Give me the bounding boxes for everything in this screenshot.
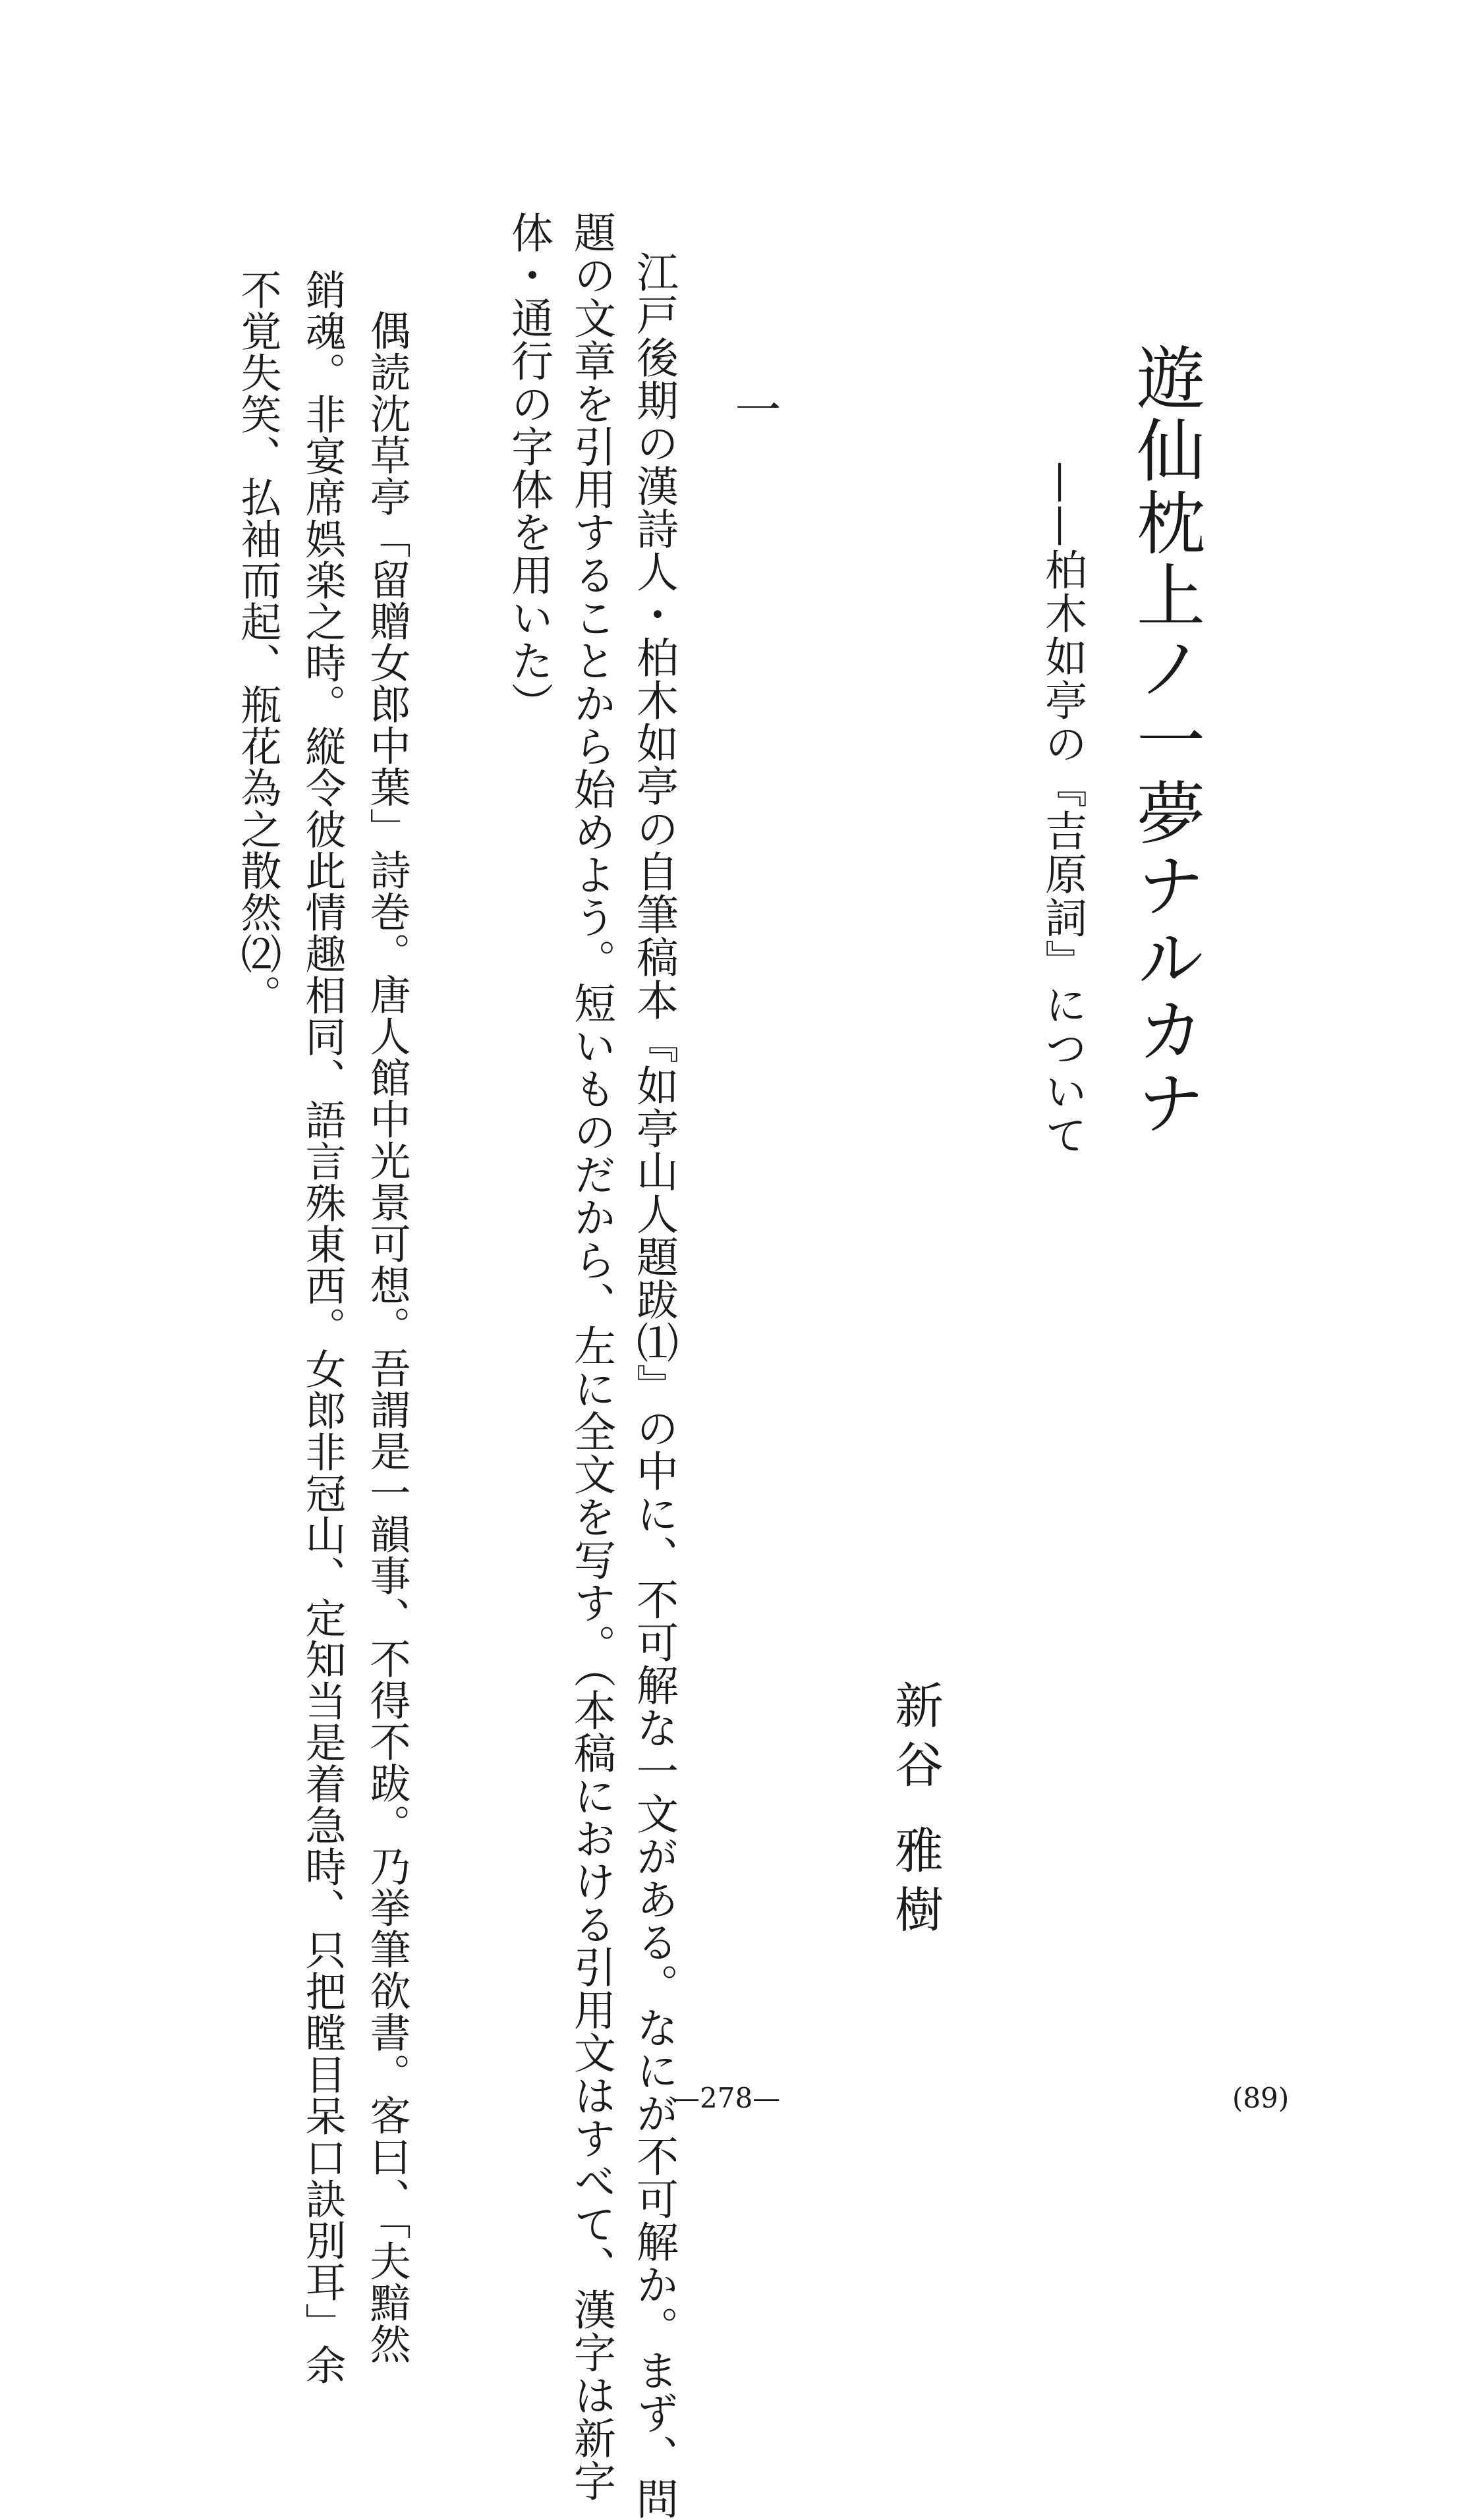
original-page-number: (89)	[1232, 2082, 1290, 2114]
body-line: 題の文章を引用することから始めよう。短いものだから、左に全文を写す。（本稿における引用文はすべて、漢字は新字	[567, 211, 615, 2502]
body-line: 体・通行の字体を用いた）	[504, 211, 553, 725]
article-subtitle: ——柏木如亭の『吉原詞』について	[1038, 461, 1087, 1157]
quotation-line: 不覚失笑、払袖而起、瓶花為之散然⑵。	[234, 269, 282, 1016]
author-given-name: 雅樹	[887, 1825, 944, 1944]
body-line: 江戸後期の漢詩人・柏木如亭の自筆稿本『如亭山人題跋⑴』の中に、不可解な一文がある。なにが不可解か。まず、問	[629, 250, 678, 2520]
article-title: 遊仙枕上ノ一夢ナルカナ	[1125, 343, 1205, 1140]
section-number: 一	[727, 385, 781, 432]
page-number: —278—	[672, 2082, 781, 2114]
quotation-line: 銷魂。非宴席娯楽之時。縦令彼此情趣相同、語言殊東西。女郎非冠山、定知当是着急時、只把瞠目呆口訣別耳」余	[298, 269, 347, 2386]
author-surname: 新谷	[887, 1680, 944, 1799]
quotation-line: 偶読沈草亭「留贈女郎中葉」詩巻。唐人館中光景可想。吾謂是一韻事、不得不跋。乃挙筆欲書。客曰、「夫黯然	[363, 310, 411, 2365]
